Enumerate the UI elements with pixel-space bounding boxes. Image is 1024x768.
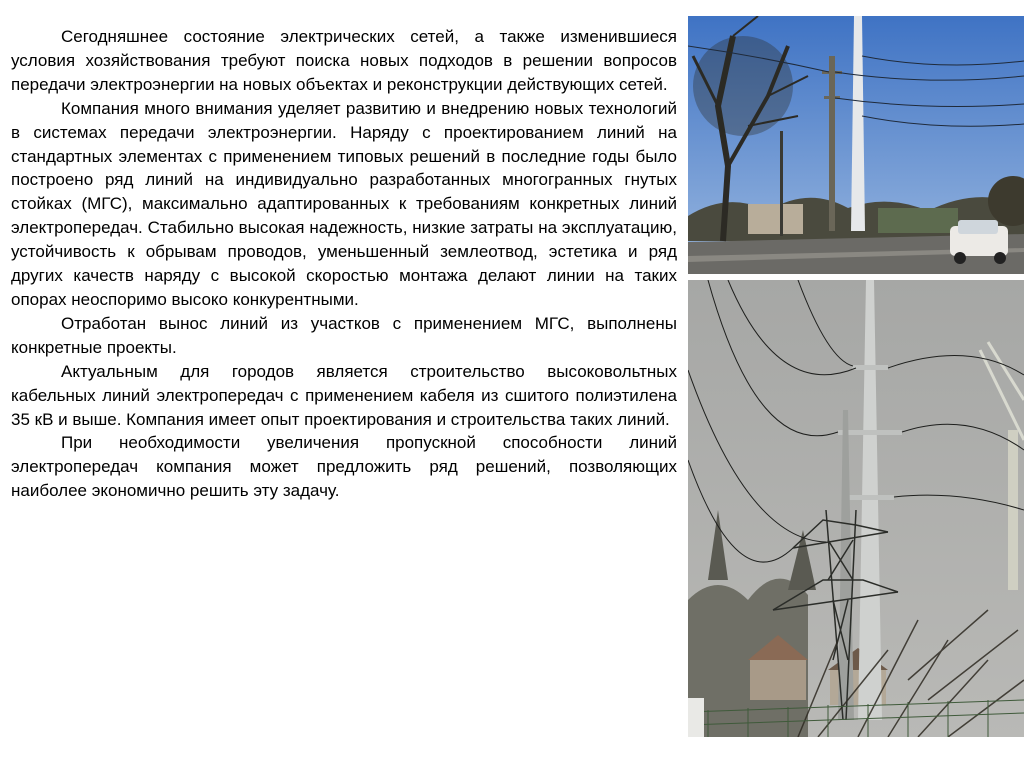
photo-street-power-poles bbox=[688, 16, 1024, 274]
paragraph-3: Отработан вынос линий из участков с применением МГС, выполнены конкретные проекты. bbox=[11, 313, 677, 357]
paragraph-4: Актуальным для городов является строительство высоковольтных кабельных линий электропередач с применением кабеля из сшитого полиэтилена 35 кВ и выше. Компания имеет опыт проектирования и строительства таких линий. bbox=[11, 361, 677, 429]
paragraph-1: Сегодняшнее состояние электрических сетей, а также изменившиеся условия хозяйствования требуют поиска новых подходов в решении вопросов передачи электроэнергии на новых объектах и реконструкции действующих сетей. bbox=[11, 27, 677, 94]
body-text bbox=[11, 25, 677, 503]
paragraph-5: При необходимости увеличения пропускной способности линий электропередач компания может предложить ряд решений, позволяющих наиболее экономично решить эту задачу. bbox=[11, 433, 677, 501]
photo-steel-poles-lattice-tower bbox=[688, 280, 1024, 737]
paragraph-2: Компания много внимания уделяет развитию и внедрению новых технологий в системах передачи электроэнергии. Наряду с проектированием линий на стандартных элементах с применением типовых решений в последние годы было построено ряд линий на индивидуально разработанных многогранных гнутых стойках (МГС), максимально адаптированных к требованиям конкретных линий электропередач. Стабильно высокая надежность, низкие затраты на эксплуатацию, устойчивость к обрывам проводов, уменьшенный землеотвод, эстетика и ряд других качеств наряду с высокой скоростью монтажа делают линии на таких опорах неоспоримо высоко конкурентными. bbox=[11, 98, 677, 309]
